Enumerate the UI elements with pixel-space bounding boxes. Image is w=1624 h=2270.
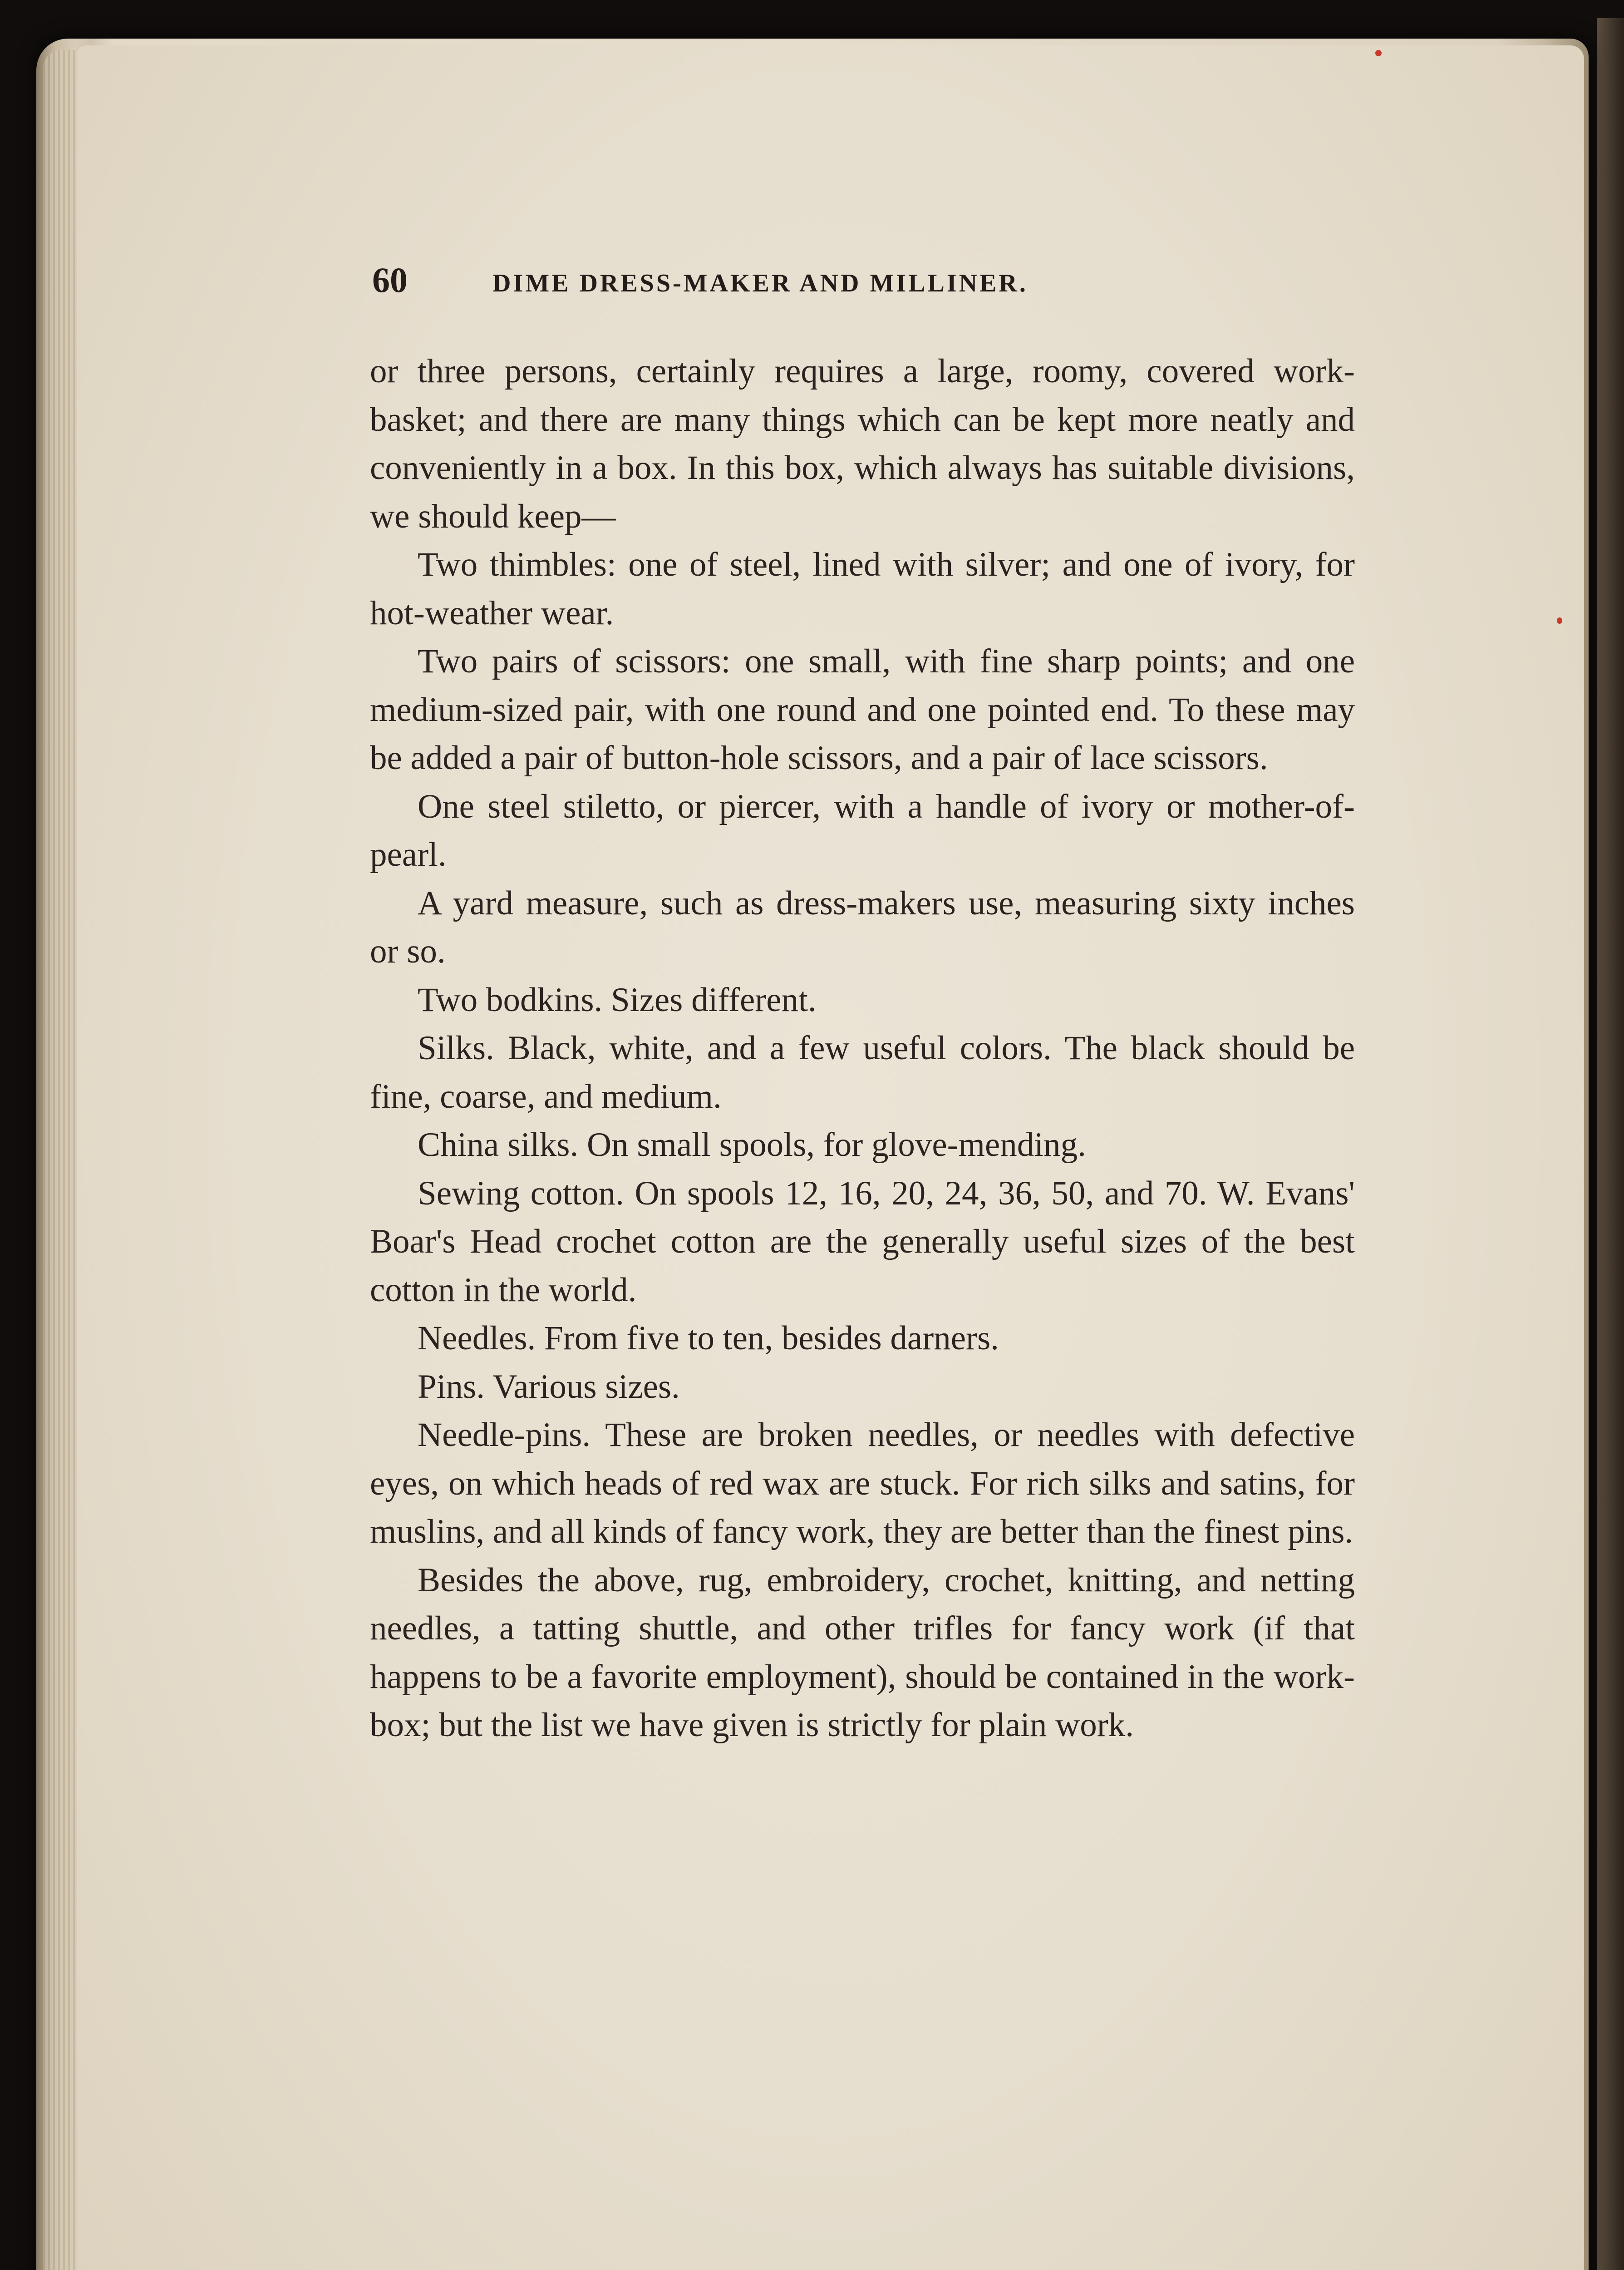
paragraph: or three persons, certainly requires a large, roomy, covered work-basket; and there are many things which can be kept more neatly and conveniently in a box. In this box, which always has suitable divisions, we should keep— — [370, 352, 1355, 535]
paragraph: One steel stiletto, or piercer, with a handle of ivory or mother-of-pearl. — [370, 787, 1355, 873]
book-title: DIME DRESS-MAKER AND MILLINER. — [492, 269, 1028, 297]
book-spine-shadow — [1597, 18, 1624, 2270]
running-head — [372, 260, 1280, 301]
paragraph: China silks. On small spools, for glove-mending. — [418, 1126, 1086, 1164]
body-text — [370, 347, 1355, 1750]
paragraph: Two pairs of scissors: one small, with fine sharp points; and one medium-sized pair, with one round and one pointed end. To these may be added a pair of button-hole scissors, and a pair of lace scissors. — [370, 642, 1355, 777]
paragraph: Needle-pins. These are broken needles, or needles with defective eyes, on which heads of red wax are stuck. For rich silks and satins, for muslins, and all kinds of fancy work, they are better than the finest pins. — [370, 1416, 1355, 1550]
paragraph: Two thimbles: one of steel, lined with silver; and one of ivory, for hot-weather wear. — [370, 546, 1355, 632]
paragraph: Needles. From five to ten, besides darners. — [418, 1319, 999, 1357]
paragraph: Besides the above, rug, embroidery, crochet, knitting, and netting needles, a tatting shuttle, and other trifles for fancy work (if that happens to be a favorite employment), should be contained in the work-box; but the list we have given is strictly for plain work. — [370, 1561, 1355, 1744]
page-number: 60 — [372, 260, 408, 300]
ink-speck — [1557, 617, 1562, 624]
paragraph: Pins. Various sizes. — [418, 1367, 680, 1406]
ink-speck — [1375, 50, 1382, 56]
paragraph: Sewing cotton. On spools 12, 16, 20, 24, 36, 50, and 70. W. Evans' Boar's Head crochet cotton are the generally useful sizes of the best cotton in the world. — [370, 1174, 1355, 1309]
paragraph: Silks. Black, white, and a few useful colors. The black should be fine, coarse, and medium. — [370, 1029, 1355, 1115]
paragraph: Two bodkins. Sizes different. — [418, 981, 817, 1019]
paragraph: A yard measure, such as dress-makers use, measuring sixty inches or so. — [370, 884, 1355, 970]
